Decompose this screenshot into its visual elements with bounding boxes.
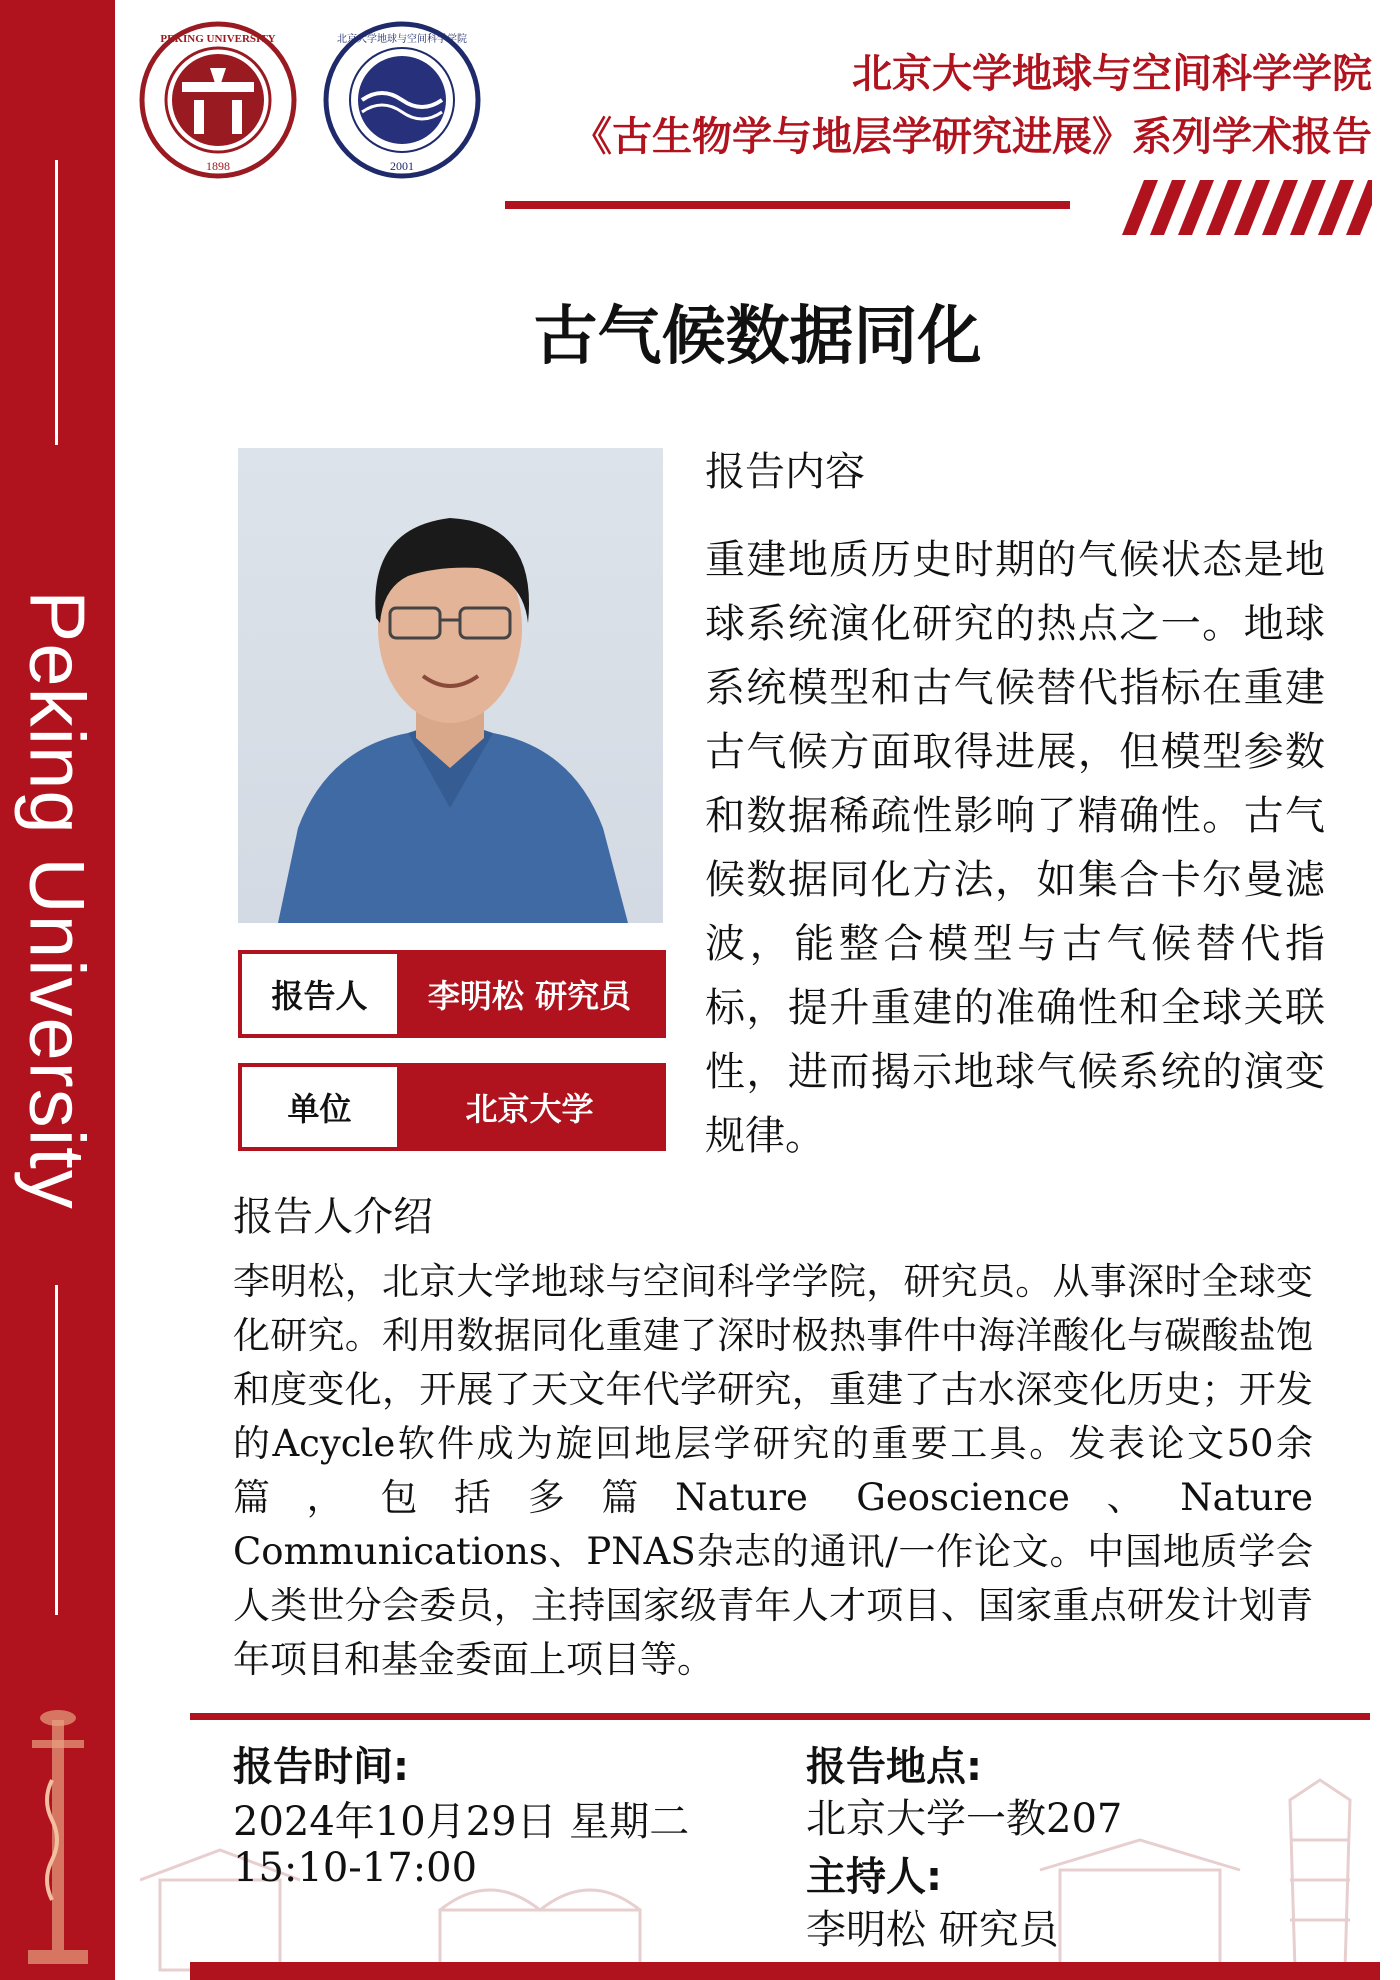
speaker-row <box>238 950 666 1038</box>
side-band <box>0 0 115 1980</box>
time-value: 15:10-17:00 <box>233 1845 478 1891</box>
speaker-photo <box>238 448 663 923</box>
bio-heading: 报告人介绍 <box>233 1194 433 1240</box>
speaker-label: 报告人 <box>242 954 397 1034</box>
bio-text: 李明松，北京大学地球与空间科学学院，研究员。从事深时全球变化研究。利用数据同化重建了深时极热事件中海洋酸化与碳酸盐饱和度变化，开展了天文年代学研究，重建了古水深变化历史；开发的Acycle软件成为旋回地层学研究的重要工具。发表论文50余篇，包括多篇Nature Geoscience、Nature Communications、PNAS杂志的通讯/一作论文。中国地质学会人类世分会委员，主持国家级青年人才项目、国家重点研发计划青年项目和基金委面上项目等。 <box>233 1260 1313 1681</box>
peking-university-logo <box>138 20 298 180</box>
side-university-name: Peking University <box>13 590 102 1210</box>
side-divider-bottom <box>55 1285 58 1615</box>
side-divider-top <box>55 160 58 445</box>
footer-rule <box>190 1713 1370 1720</box>
ess-logo-year: 2001 <box>390 159 414 173</box>
decorative-stripes <box>1102 180 1372 235</box>
unit-label: 单位 <box>242 1067 397 1147</box>
bottom-strip <box>190 1962 1380 1980</box>
huabiao-monument-icon <box>18 1700 98 1970</box>
pku-logo-year: 1898 <box>206 159 230 173</box>
ess-logo-text: 北京大学地球与空间科学学院 <box>337 34 467 45</box>
unit-row <box>238 1063 666 1151</box>
abstract-text: 重建地质历史时期的气候状态是地球系统演化研究的热点之一。地球系统模型和古气候替代指标在重建古气候方面取得进展，但模型参数和数据稀疏性影响了精确性。古气候数据同化方法，如集合卡尔曼滤波，能整合模型与古气候替代指标，提升重建的准确性和全球关联性，进而揭示地球气候系统的演变规律。 <box>705 537 1325 1159</box>
page-title: 古气候数据同化 <box>533 300 982 374</box>
header-school-name: 北京大学地球与空间科学学院 <box>852 51 1372 97</box>
abstract-heading: 报告内容 <box>705 449 865 495</box>
place-label: 报告地点: <box>806 1744 982 1790</box>
school-of-earth-space-logo <box>322 20 482 180</box>
speaker-value: 李明松 研究员 <box>397 954 662 1034</box>
place-value: 北京大学一教207 <box>806 1796 1123 1842</box>
host-value: 李明松 研究员 <box>806 1907 1059 1953</box>
header-series-title: 《古生物学与地层学研究进展》系列学术报告 <box>572 114 1372 160</box>
host-label: 主持人: <box>806 1854 942 1900</box>
unit-value: 北京大学 <box>397 1067 662 1147</box>
time-label: 报告时间: <box>233 1744 409 1790</box>
pku-logo-text: PEKING UNIVERSITY <box>160 33 276 45</box>
header-rule <box>505 201 1070 209</box>
date-value: 2024年10月29日 星期二 <box>233 1799 690 1845</box>
